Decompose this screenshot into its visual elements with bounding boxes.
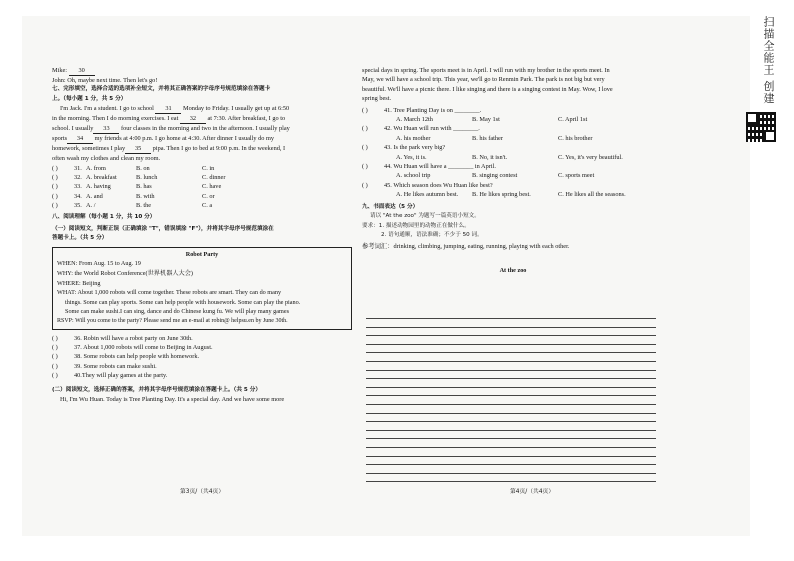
right-page — [362, 66, 664, 281]
question-32: ( ) 32. A. breakfast B. lunch C. dinner — [52, 174, 226, 182]
notice-what: WHAT: About 1,000 robots will come together. These robots are smart. They can do many — [57, 289, 282, 297]
question-40: ( ) 40.They will play games at the party. — [52, 372, 168, 380]
notice-rsvp: RSVP: Will you come to the party? Please send me an e-mail at robin@ helpsu.en by June 30th. — [57, 318, 288, 325]
dialog-john: John: Oh, maybe next time. Then let's go! — [52, 77, 158, 84]
question-38: ( ) 38. Some robots can help people with homework. — [52, 353, 200, 361]
robot-party-notice — [52, 247, 352, 330]
options-43: A. Yes, it is. B. No, it isn't. C. Yes, it's very beautiful. — [396, 153, 623, 161]
writing-requirement-1: 要求：1. 描述动物园里的动物正在做什么。 — [362, 222, 470, 229]
section7-title: 七、完形填空，选择合适的选项补全短文，并将其正确答案的字母序号规范填涂在答题卡 — [52, 86, 271, 93]
cloze-questions — [52, 164, 352, 211]
reference-words: 参考词汇：drinking, climbing, jumping, eating, running, playing with each other. — [362, 243, 570, 251]
question-31: ( ) 31. A. from B. on C. in — [52, 164, 215, 172]
left-page-footer: 第3页/（共4页） — [180, 489, 225, 495]
options-45: A. He likes autumn best. B. He likes spring best. C. He likes all the seasons. — [396, 191, 626, 199]
blank-34: 34 — [67, 135, 93, 144]
notice-when: WHEN: From Aug. 15 to Aug. 19 — [57, 260, 141, 268]
passage-line: beautiful. We'll have a picnic there. I like singing and there is a singing contest in May. Wow, I love — [362, 85, 613, 93]
writing-prompt: 请以 "At the zoo" 为题写一篇英语小短文。 — [370, 213, 480, 220]
question-39: ( ) 39. Some robots can make sushi. — [52, 362, 157, 370]
blank-31: 31 — [155, 105, 181, 114]
question-41: ( ) 41. Tree Planting Day is on ________. — [362, 106, 482, 114]
passage-line: homework, sometimes I play 35 pipa. Then I go to bed at 9:00 p.m. In the weekend, I — [52, 145, 286, 153]
section9-title: 九、书面表达（5 分） — [362, 203, 419, 210]
section7-title-cont: 上。（每小题 1 分，共 5 分） — [52, 95, 127, 102]
qr-code-icon — [746, 112, 776, 142]
notice-what-cont: Some can make sushi.I can sing, dance and do Chinese kung fu. We will play many games — [65, 308, 289, 316]
notice-why: WHY: the World Robot Conference(世界机器人大会) — [57, 270, 193, 278]
question-34: ( ) 34. A. and B. with C. or — [52, 192, 215, 200]
blank-33: 33 — [93, 125, 119, 134]
reading-passage — [362, 66, 664, 104]
right-page-footer: 第4页/（共4页） — [510, 489, 555, 495]
question-37: ( ) 37. About 1,000 robots will come to Beijing in August. — [52, 344, 213, 352]
options-42: A. his mother B. his father C. his brother — [396, 134, 593, 142]
passage-line: in the morning. Then I do morning exercises. I eat 32 at 7:30. After breakfast, I go to — [52, 115, 286, 123]
essay-title: At the zoo — [499, 266, 527, 274]
notice-what-cont: things. Some can play sports. Some can help people with housework. Some can play the piano. — [65, 298, 301, 306]
question-33: ( ) 33. A. having B. has C. have — [52, 183, 222, 191]
left-page — [52, 66, 352, 404]
blank-32: 32 — [180, 115, 206, 124]
cloze-passage — [52, 104, 352, 163]
part2-title: (二）阅读短文，选择正确的答案，并将其字母序号规范填涂在答题卡上。（共 5 分） — [52, 386, 261, 393]
question-45: ( ) 45. Which season does Wu Huan like best? — [362, 181, 493, 189]
choice-questions — [362, 106, 664, 200]
options-44: A. school trip B. singing contest C. sports meet — [396, 172, 595, 180]
passage-line: spring best. — [362, 95, 392, 103]
question-35: ( ) 35. A. / B. the C. a — [52, 202, 213, 210]
notice-title: Robot Party — [185, 250, 219, 258]
section8-title: 八、阅读理解（每小题 1 分，共 10 分） — [52, 213, 156, 220]
passage-line: sports 34 my friends at 4:00 p.m. I go home at 4:30. After dinner I usually do my — [52, 135, 275, 143]
writing-requirement-2: 2. 语句通顺，语法准确；不少于 50 词。 — [381, 231, 483, 238]
passage-line: May, we will have a school trip. This year, we'll go to Renmin Park. The park is not big but very — [362, 76, 605, 84]
question-36: ( ) 36. Robin will have a robot party on June 30th. — [52, 334, 193, 342]
tf-questions — [52, 334, 352, 381]
part2-intro: Hi, I'm Wu Huan. Today is Tree Planting Day. It's a special day. And we have some more — [60, 396, 285, 404]
passage-line: often wash my clothes and clean my room. — [52, 155, 161, 163]
dialog-mike: Mike: 30 — [52, 66, 352, 76]
part1-title: （一）阅读短文，判断正误（正确填涂 "T"，错误填涂 "F"），并将其字母序号规范填涂在 — [52, 226, 274, 233]
question-42: ( ) 42. Wu Huan will run with ________. — [362, 125, 480, 133]
question-44: ( ) 44. Wu Huan will have a ________ in April. — [362, 163, 496, 171]
scanner-brand-text: 扫描全能王 创建 — [762, 16, 775, 105]
passage-line: I'm Jack. I'm a student. I go to school 31 Monday to Friday. I usually get up at 6:50 — [60, 105, 290, 113]
passage-line: school. I usually 33 four classes in the morning and two in the afternoon. I usually play — [52, 125, 290, 133]
passage-line: special days in spring. The sports meet is in April. I will run with my brother in the sports meet. In — [362, 67, 610, 74]
writing-lines — [366, 318, 656, 490]
options-41: A. March 12th B. May 1st C. April 1st — [396, 116, 588, 124]
blank-35: 35 — [125, 145, 151, 154]
question-43: ( ) 43. Is the park very big? — [362, 144, 446, 152]
part1-title-cont: 答题卡上。（共 5 分） — [52, 235, 108, 242]
blank-30: 30 — [69, 67, 95, 76]
notice-where: WHERE: Beijing — [57, 279, 101, 287]
